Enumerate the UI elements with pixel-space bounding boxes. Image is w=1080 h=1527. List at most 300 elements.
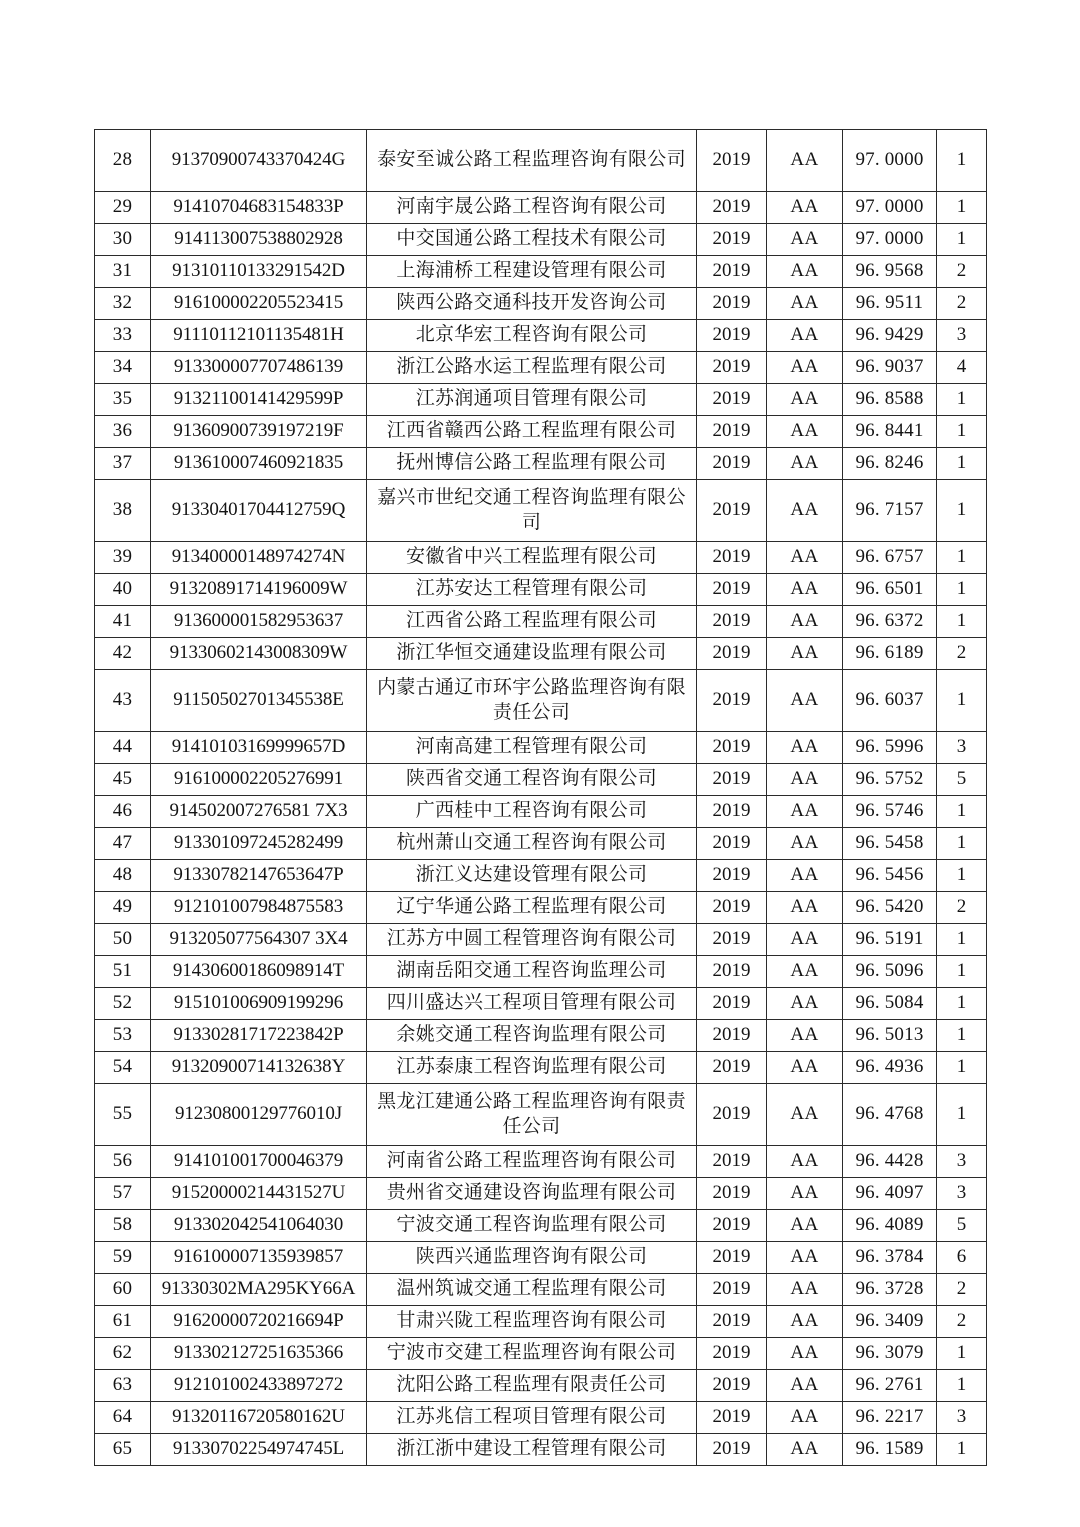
cell-credit-score: 96. 3728 [843,1274,937,1306]
cell-count: 2 [937,638,987,670]
cell-count: 5 [937,764,987,796]
cell-sequence: 46 [95,796,151,828]
table-row [95,1210,987,1242]
cell-count: 1 [937,1020,987,1052]
cell-credit-score: 96. 6372 [843,606,937,638]
cell-credit-score: 96. 5746 [843,796,937,828]
table-row [95,1052,987,1084]
table-row [95,764,987,796]
table-row [95,542,987,574]
cell-credit-grade: AA [767,352,843,384]
cell-year: 2019 [697,448,767,480]
cell-year: 2019 [697,320,767,352]
cell-year: 2019 [697,288,767,320]
cell-count: 1 [937,1084,987,1146]
cell-count: 1 [937,448,987,480]
cell-year: 2019 [697,1146,767,1178]
cell-count: 1 [937,828,987,860]
cell-credit-code: 912101002433897272 [151,1370,367,1402]
cell-year: 2019 [697,1178,767,1210]
cell-sequence: 34 [95,352,151,384]
cell-credit-score: 96. 6037 [843,670,937,732]
cell-year: 2019 [697,1084,767,1146]
cell-company-name: 贵州省交通建设咨询监理有限公司 [367,1178,697,1210]
cell-company-name: 杭州萧山交通工程咨询有限公司 [367,828,697,860]
cell-credit-code: 913301097245282499 [151,828,367,860]
cell-sequence: 35 [95,384,151,416]
cell-credit-code: 91330602143008309W [151,638,367,670]
table-row [95,352,987,384]
cell-company-name: 沈阳公路工程监理有限责任公司 [367,1370,697,1402]
cell-credit-grade: AA [767,1052,843,1084]
cell-sequence: 31 [95,256,151,288]
cell-credit-grade: AA [767,1370,843,1402]
cell-count: 5 [937,1210,987,1242]
cell-count: 1 [937,606,987,638]
cell-company-name: 浙江义达建设管理有限公司 [367,860,697,892]
cell-year: 2019 [697,1402,767,1434]
table-row [95,1306,987,1338]
table-row [95,638,987,670]
table-row [95,956,987,988]
cell-credit-code: 91520000214431527U [151,1178,367,1210]
table-row [95,1242,987,1274]
cell-company-name: 浙江华恒交通建设监理有限公司 [367,638,697,670]
cell-year: 2019 [697,1370,767,1402]
cell-count: 2 [937,256,987,288]
cell-credit-score: 96. 1589 [843,1434,937,1466]
cell-credit-grade: AA [767,574,843,606]
cell-credit-code: 913205077564307 3X4 [151,924,367,956]
cell-count: 1 [937,480,987,542]
cell-year: 2019 [697,1210,767,1242]
cell-credit-score: 96. 4428 [843,1146,937,1178]
cell-credit-score: 96. 5420 [843,892,937,924]
cell-credit-code: 913302127251635366 [151,1338,367,1370]
cell-company-name: 嘉兴市世纪交通工程咨询监理有限公司 [367,480,697,542]
cell-credit-code: 91330782147653647P [151,860,367,892]
cell-credit-score: 96. 3784 [843,1242,937,1274]
cell-credit-score: 96. 9568 [843,256,937,288]
cell-count: 2 [937,1306,987,1338]
cell-credit-code: 91330281717223842P [151,1020,367,1052]
cell-company-name: 安徽省中兴工程监理有限公司 [367,542,697,574]
cell-credit-grade: AA [767,764,843,796]
cell-count: 1 [937,1434,987,1466]
cell-credit-grade: AA [767,256,843,288]
cell-credit-grade: AA [767,1178,843,1210]
cell-sequence: 60 [95,1274,151,1306]
cell-year: 2019 [697,352,767,384]
cell-company-name: 陕西兴通监理咨询有限公司 [367,1242,697,1274]
cell-company-name: 陕西公路交通科技开发咨询公司 [367,288,697,320]
cell-credit-grade: AA [767,892,843,924]
cell-credit-grade: AA [767,416,843,448]
cell-count: 1 [937,384,987,416]
cell-credit-code: 91310110133291542D [151,256,367,288]
cell-sequence: 28 [95,130,151,192]
cell-year: 2019 [697,670,767,732]
table-row [95,288,987,320]
cell-count: 1 [937,416,987,448]
cell-credit-code: 91620000720216694P [151,1306,367,1338]
cell-company-name: 温州筑诚交通工程监理有限公司 [367,1274,697,1306]
cell-credit-score: 96. 6757 [843,542,937,574]
cell-company-name: 江苏方中圆工程管理咨询有限公司 [367,924,697,956]
table-row [95,1402,987,1434]
cell-year: 2019 [697,542,767,574]
cell-credit-code: 916100002205523415 [151,288,367,320]
cell-company-name: 宁波交通工程咨询监理有限公司 [367,1210,697,1242]
cell-credit-code: 916100002205276991 [151,764,367,796]
cell-credit-score: 96. 6189 [843,638,937,670]
cell-year: 2019 [697,256,767,288]
cell-company-name: 中交国通公路工程技术有限公司 [367,224,697,256]
cell-company-name: 四川盛达兴工程项目管理有限公司 [367,988,697,1020]
cell-credit-code: 914101001700046379 [151,1146,367,1178]
cell-company-name: 辽宁华通公路工程监理有限公司 [367,892,697,924]
cell-credit-code: 91150502701345538E [151,670,367,732]
cell-credit-grade: AA [767,1402,843,1434]
cell-sequence: 62 [95,1338,151,1370]
cell-year: 2019 [697,384,767,416]
cell-year: 2019 [697,130,767,192]
cell-company-name: 黑龙江建通公路工程监理咨询有限责任公司 [367,1084,697,1146]
cell-credit-code: 91340000148974274N [151,542,367,574]
cell-credit-code: 913600001582953637 [151,606,367,638]
cell-sequence: 33 [95,320,151,352]
cell-credit-grade: AA [767,606,843,638]
table-row [95,796,987,828]
cell-credit-score: 97. 0000 [843,192,937,224]
cell-credit-grade: AA [767,384,843,416]
cell-sequence: 50 [95,924,151,956]
cell-sequence: 53 [95,1020,151,1052]
cell-sequence: 43 [95,670,151,732]
cell-year: 2019 [697,988,767,1020]
cell-credit-code: 91410103169999657D [151,732,367,764]
cell-year: 2019 [697,796,767,828]
cell-credit-score: 96. 4097 [843,1178,937,1210]
cell-year: 2019 [697,1306,767,1338]
cell-count: 1 [937,1338,987,1370]
cell-credit-score: 96. 5456 [843,860,937,892]
cell-credit-code: 91410704683154833P [151,192,367,224]
cell-sequence: 57 [95,1178,151,1210]
cell-year: 2019 [697,1020,767,1052]
cell-credit-score: 96. 5996 [843,732,937,764]
cell-credit-grade: AA [767,796,843,828]
cell-count: 1 [937,924,987,956]
cell-year: 2019 [697,416,767,448]
cell-company-name: 江苏泰康工程咨询监理有限公司 [367,1052,697,1084]
cell-company-name: 江苏润通项目管理有限公司 [367,384,697,416]
cell-sequence: 64 [95,1402,151,1434]
cell-credit-grade: AA [767,288,843,320]
cell-credit-grade: AA [767,542,843,574]
cell-credit-grade: AA [767,1306,843,1338]
cell-year: 2019 [697,764,767,796]
table-container [94,129,986,1466]
cell-credit-grade: AA [767,956,843,988]
cell-sequence: 40 [95,574,151,606]
cell-credit-grade: AA [767,224,843,256]
table-row [95,416,987,448]
table-row [95,1084,987,1146]
cell-credit-code: 915101006909199296 [151,988,367,1020]
cell-year: 2019 [697,1434,767,1466]
cell-credit-score: 96. 8441 [843,416,937,448]
table-row [95,192,987,224]
table-row [95,892,987,924]
cell-company-name: 泰安至诚公路工程监理咨询有限公司 [367,130,697,192]
cell-credit-code: 913300007707486139 [151,352,367,384]
cell-credit-score: 96. 8246 [843,448,937,480]
cell-count: 3 [937,1402,987,1434]
cell-credit-grade: AA [767,192,843,224]
cell-credit-code: 91110112101135481H [151,320,367,352]
cell-company-name: 湖南岳阳交通工程咨询监理公司 [367,956,697,988]
cell-year: 2019 [697,860,767,892]
cell-credit-grade: AA [767,1274,843,1306]
cell-count: 6 [937,1242,987,1274]
cell-credit-score: 96. 4936 [843,1052,937,1084]
cell-year: 2019 [697,924,767,956]
cell-credit-code: 91321100141429599P [151,384,367,416]
cell-sequence: 39 [95,542,151,574]
cell-credit-code: 914113007538802928 [151,224,367,256]
cell-sequence: 36 [95,416,151,448]
cell-year: 2019 [697,956,767,988]
cell-sequence: 56 [95,1146,151,1178]
cell-credit-score: 97. 0000 [843,130,937,192]
cell-sequence: 54 [95,1052,151,1084]
cell-count: 2 [937,1274,987,1306]
cell-credit-score: 96. 7157 [843,480,937,542]
cell-credit-score: 96. 9511 [843,288,937,320]
cell-company-name: 陕西省交通工程咨询有限公司 [367,764,697,796]
cell-count: 1 [937,860,987,892]
cell-credit-grade: AA [767,448,843,480]
cell-company-name: 浙江浙中建设工程管理有限公司 [367,1434,697,1466]
cell-year: 2019 [697,224,767,256]
cell-credit-code: 91330302MA295KY66A [151,1274,367,1306]
cell-sequence: 48 [95,860,151,892]
cell-count: 1 [937,796,987,828]
table-row [95,670,987,732]
cell-year: 2019 [697,480,767,542]
cell-company-name: 宁波市交建工程监理咨询有限公司 [367,1338,697,1370]
table-row [95,1020,987,1052]
table-row [95,448,987,480]
cell-sequence: 44 [95,732,151,764]
cell-credit-grade: AA [767,1210,843,1242]
cell-credit-grade: AA [767,988,843,1020]
cell-credit-code: 91230800129776010J [151,1084,367,1146]
cell-sequence: 61 [95,1306,151,1338]
cell-sequence: 55 [95,1084,151,1146]
table-row [95,1146,987,1178]
credit-rating-table [94,129,987,1466]
table-row [95,1434,987,1466]
cell-credit-code: 91320891714196009W [151,574,367,606]
cell-count: 1 [937,224,987,256]
cell-credit-grade: AA [767,480,843,542]
table-row [95,924,987,956]
cell-count: 1 [937,574,987,606]
table-row [95,1274,987,1306]
cell-company-name: 河南高建工程管理有限公司 [367,732,697,764]
table-row [95,384,987,416]
cell-sequence: 52 [95,988,151,1020]
table-row [95,988,987,1020]
cell-credit-grade: AA [767,1020,843,1052]
cell-count: 1 [937,670,987,732]
cell-credit-code: 91330702254974745L [151,1434,367,1466]
cell-company-name: 内蒙古通辽市环宇公路监理咨询有限责任公司 [367,670,697,732]
cell-company-name: 河南宇晟公路工程咨询有限公司 [367,192,697,224]
cell-sequence: 63 [95,1370,151,1402]
cell-year: 2019 [697,638,767,670]
table-row [95,1370,987,1402]
table-row [95,320,987,352]
cell-credit-code: 914502007276581 7X3 [151,796,367,828]
table-row [95,828,987,860]
cell-count: 3 [937,1146,987,1178]
cell-company-name: 江西省公路工程监理有限公司 [367,606,697,638]
cell-credit-score: 96. 6501 [843,574,937,606]
cell-count: 1 [937,542,987,574]
cell-count: 1 [937,988,987,1020]
cell-credit-grade: AA [767,1338,843,1370]
cell-credit-code: 91330401704412759Q [151,480,367,542]
cell-credit-grade: AA [767,1434,843,1466]
table-row [95,860,987,892]
cell-count: 3 [937,320,987,352]
cell-company-name: 河南省公路工程监理咨询有限公司 [367,1146,697,1178]
cell-credit-score: 97. 0000 [843,224,937,256]
cell-credit-code: 91360900739197219F [151,416,367,448]
cell-company-name: 广西桂中工程咨询有限公司 [367,796,697,828]
cell-sequence: 47 [95,828,151,860]
cell-year: 2019 [697,1242,767,1274]
cell-credit-code: 913302042541064030 [151,1210,367,1242]
cell-year: 2019 [697,1274,767,1306]
table-row [95,224,987,256]
cell-count: 2 [937,288,987,320]
cell-year: 2019 [697,192,767,224]
table-row [95,574,987,606]
cell-credit-score: 96. 4768 [843,1084,937,1146]
cell-credit-code: 91320900714132638Y [151,1052,367,1084]
cell-company-name: 余姚交通工程咨询监理有限公司 [367,1020,697,1052]
cell-year: 2019 [697,892,767,924]
cell-count: 1 [937,1370,987,1402]
cell-year: 2019 [697,828,767,860]
cell-credit-grade: AA [767,860,843,892]
cell-credit-code: 91320116720580162U [151,1402,367,1434]
cell-credit-score: 96. 8588 [843,384,937,416]
table-row [95,1338,987,1370]
cell-credit-score: 96. 9429 [843,320,937,352]
cell-company-name: 浙江公路水运工程监理有限公司 [367,352,697,384]
cell-credit-grade: AA [767,670,843,732]
cell-credit-code: 91430600186098914T [151,956,367,988]
table-row [95,130,987,192]
cell-credit-code: 91370900743370424G [151,130,367,192]
cell-year: 2019 [697,574,767,606]
cell-credit-grade: AA [767,638,843,670]
cell-credit-score: 96. 5013 [843,1020,937,1052]
cell-credit-score: 96. 5752 [843,764,937,796]
cell-credit-score: 96. 2217 [843,1402,937,1434]
cell-credit-grade: AA [767,828,843,860]
cell-year: 2019 [697,732,767,764]
cell-credit-grade: AA [767,1084,843,1146]
cell-sequence: 29 [95,192,151,224]
cell-year: 2019 [697,1052,767,1084]
table-row [95,480,987,542]
cell-company-name: 抚州博信公路工程监理有限公司 [367,448,697,480]
cell-credit-grade: AA [767,130,843,192]
cell-credit-grade: AA [767,320,843,352]
cell-sequence: 51 [95,956,151,988]
cell-count: 1 [937,130,987,192]
cell-credit-score: 96. 4089 [843,1210,937,1242]
cell-credit-score: 96. 5096 [843,956,937,988]
cell-count: 1 [937,1052,987,1084]
table-row [95,606,987,638]
cell-credit-score: 96. 5458 [843,828,937,860]
cell-credit-score: 96. 3079 [843,1338,937,1370]
table-row [95,256,987,288]
cell-sequence: 65 [95,1434,151,1466]
cell-sequence: 49 [95,892,151,924]
cell-credit-score: 96. 2761 [843,1370,937,1402]
table-body [95,130,987,1466]
cell-count: 2 [937,892,987,924]
cell-company-name: 北京华宏工程咨询有限公司 [367,320,697,352]
cell-sequence: 45 [95,764,151,796]
cell-year: 2019 [697,606,767,638]
cell-company-name: 江西省赣西公路工程监理有限公司 [367,416,697,448]
cell-sequence: 58 [95,1210,151,1242]
cell-credit-grade: AA [767,924,843,956]
cell-sequence: 30 [95,224,151,256]
cell-count: 1 [937,956,987,988]
cell-count: 3 [937,732,987,764]
cell-credit-score: 96. 5191 [843,924,937,956]
cell-credit-code: 913610007460921835 [151,448,367,480]
cell-sequence: 32 [95,288,151,320]
cell-sequence: 37 [95,448,151,480]
table-row [95,732,987,764]
cell-company-name: 江苏兆信工程项目管理有限公司 [367,1402,697,1434]
table-row [95,1178,987,1210]
cell-count: 3 [937,1178,987,1210]
cell-credit-score: 96. 3409 [843,1306,937,1338]
cell-sequence: 38 [95,480,151,542]
cell-credit-grade: AA [767,1146,843,1178]
cell-credit-grade: AA [767,1242,843,1274]
cell-company-name: 江苏安达工程管理有限公司 [367,574,697,606]
cell-year: 2019 [697,1338,767,1370]
cell-count: 4 [937,352,987,384]
cell-credit-score: 96. 5084 [843,988,937,1020]
cell-credit-score: 96. 9037 [843,352,937,384]
cell-credit-code: 912101007984875583 [151,892,367,924]
cell-count: 1 [937,192,987,224]
